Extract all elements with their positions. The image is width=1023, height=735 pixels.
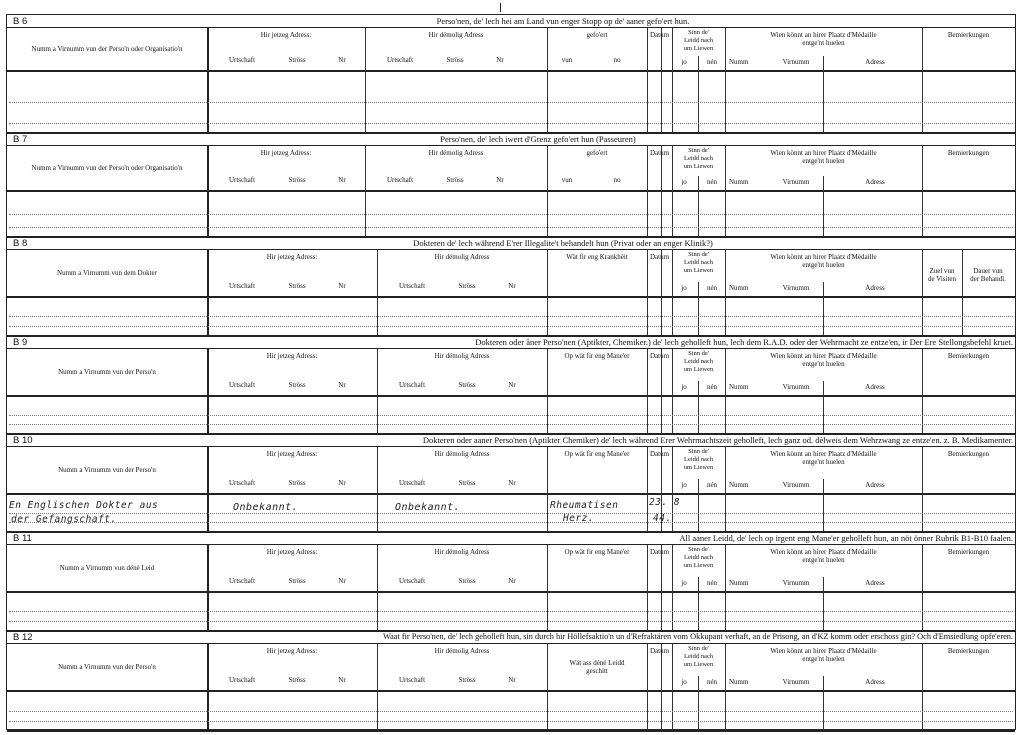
yes-header: jo (681, 383, 687, 391)
nr-header: Nr (508, 479, 516, 487)
medal-header-2: entge'nt huelen (802, 157, 845, 165)
date-header: Datum (649, 647, 670, 655)
from-header: vun (561, 176, 573, 184)
date-header: Datum (649, 149, 670, 157)
column-rule (661, 349, 662, 434)
firstname-header: Virnumm (782, 678, 810, 686)
section-header (7, 237, 1015, 250)
remarks-header: Bemierkungen (947, 149, 990, 157)
column-rule (661, 28, 662, 133)
alive-header: um Liewen (683, 45, 714, 52)
medal-header: Wien könnt an hirer Plaatz d'Médaille (770, 149, 877, 157)
alive-header: Leidd nach (683, 456, 714, 463)
remarks-header: Bemierkungen (947, 450, 990, 458)
former-address-header: Hir démolig Adress (428, 149, 484, 157)
name-header: Numm (729, 178, 749, 186)
firstname-header: Virnumm (782, 481, 810, 489)
current-address-header: Hir jetzeg Adress: (266, 253, 318, 261)
column-rule (698, 381, 699, 434)
address-header: Adress (865, 579, 885, 587)
entry-dotted-line (9, 326, 1013, 327)
third-column-header: Wät fir eng Krankhéit (566, 253, 628, 261)
town-header: Urtschaft (398, 381, 426, 389)
section-title: Dokteren de' lech während E'rer Illegalite't behandelt hun (Privat oder an enger Klinik?) (413, 238, 713, 248)
current-address-header: Hir jetzeg Adress: (260, 31, 312, 39)
to-header: no (613, 176, 621, 184)
town-header: Urtschaft (398, 282, 426, 290)
alive-header: um Liewen (683, 562, 714, 569)
no-header: nén (706, 58, 718, 66)
former-address-header: Hir démolig Adress (434, 253, 490, 261)
alive-header: Sinn de' (688, 29, 709, 36)
entry-dotted-line (9, 102, 1013, 103)
column-rule (698, 676, 699, 731)
date-header: Datum (649, 450, 670, 458)
column-rule (647, 644, 648, 731)
alive-header: Sinn de' (688, 147, 709, 154)
street-header: Ströss (288, 479, 306, 487)
entry-dotted-line (9, 522, 1013, 523)
column-rule (661, 146, 662, 237)
handwritten-method-line-1: Rheumatisen (550, 500, 619, 511)
handwritten-former-address: Onbekannt. (395, 502, 461, 513)
yes-header: jo (681, 58, 687, 66)
street-header: Ströss (458, 577, 476, 585)
visits-header-2: de Visiten (927, 275, 957, 283)
section-title: Dokteren oder aaner Perso'nen (Aptikter Chemiker) de' lech während Erer Wehrmachtszeit geholleft, lech ganz od. dèlweis dem Wehrzwang ze entze'en. z. B. Medikamenter. (422, 435, 1013, 445)
nr-header: Nr (338, 577, 346, 585)
date-header: Datum (649, 352, 670, 360)
nr-header: Nr (338, 676, 346, 684)
alive-header: Leidd nach (683, 358, 714, 365)
column-rule (547, 250, 548, 336)
third-column-header: Op wät fir eng Mane'er (564, 548, 630, 556)
column-rule (207, 545, 209, 631)
column-rule (922, 644, 923, 731)
yes-header: jo (681, 678, 687, 686)
column-rule (698, 479, 699, 532)
firstname-header: Virnumm (782, 58, 810, 66)
no-header: nén (706, 579, 718, 587)
town-header: Urtschaft (228, 381, 256, 389)
section-id: B 6 (13, 16, 28, 27)
alive-header: um Liewen (683, 163, 714, 170)
name-header: Numm (729, 284, 749, 292)
column-rule (377, 250, 378, 336)
column-rule (922, 146, 923, 237)
nr-header: Nr (508, 577, 516, 585)
firstname-header: Virnumm (782, 579, 810, 587)
alive-header: Sinn de' (688, 448, 709, 455)
column-rule (647, 250, 648, 336)
column-rule (365, 146, 366, 237)
section-b10 (7, 434, 1015, 532)
section-id: B 9 (13, 337, 28, 348)
section-b9 (7, 336, 1015, 434)
column-rule (377, 545, 378, 631)
third-column-header: Op wät fir eng Mane'er (564, 450, 630, 458)
no-header: nén (706, 481, 718, 489)
section-header (7, 434, 1015, 447)
alive-header: Sinn de' (688, 350, 709, 357)
column-rule (922, 447, 923, 532)
name-header: Numm (729, 481, 749, 489)
medal-header: Wien könnt an hirer Plaatz d'Médaille (770, 253, 877, 261)
entry-dotted-line (9, 611, 1013, 612)
column-rule (698, 56, 699, 133)
section-id: B 10 (13, 435, 33, 446)
town-header: Urtschaft (228, 56, 256, 64)
first-column-header: Numm a Virnumm vun der Perso'n (58, 466, 156, 474)
address-header: Adress (865, 178, 885, 186)
former-address-header: Hir démolig Adress (434, 647, 490, 655)
street-header: Ströss (458, 479, 476, 487)
nr-header: Nr (338, 282, 346, 290)
nr-header: Nr (338, 56, 346, 64)
alive-header: um Liewen (683, 267, 714, 274)
column-rule (823, 56, 824, 133)
column-rule (547, 28, 548, 133)
column-rule (962, 250, 963, 336)
column-rule (922, 28, 923, 133)
section-b11 (7, 532, 1015, 631)
column-rule (922, 349, 923, 434)
first-column-header: Numm a Virnumm vun dem Dokter (57, 269, 157, 277)
column-rule (207, 349, 209, 434)
column-rule (207, 146, 209, 237)
section-b8 (7, 237, 1015, 336)
entry-dotted-line (9, 214, 1013, 215)
first-column-header: Numm a Virnumm vun der Perso'n (58, 663, 156, 671)
alive-header: Leidd nach (683, 37, 714, 44)
column-rule (647, 349, 648, 434)
column-rule (547, 349, 548, 434)
section-title: Perso'nen, de' lech hei am Land vun enger Stopp op de' aaner gefo'ert hun. (436, 16, 690, 26)
medal-header-2: entge'nt huelen (802, 458, 845, 466)
town-header: Urtschaft (228, 479, 256, 487)
town-header: Urtschaft (228, 282, 256, 290)
medal-header-2: entge'nt huelen (802, 39, 845, 47)
no-header: nén (706, 678, 718, 686)
town-header: Urtschaft (398, 676, 426, 684)
address-header: Adress (865, 383, 885, 391)
section-id: B 11 (13, 533, 32, 544)
entry-dotted-line (9, 227, 1013, 228)
street-header: Ströss (288, 176, 306, 184)
firstname-header: Virnumm (782, 178, 810, 186)
nr-header: Nr (496, 176, 504, 184)
column-rule (661, 250, 662, 336)
town-header: Urtschaft (398, 479, 426, 487)
header-bottom-rule (7, 690, 1015, 692)
column-rule (661, 644, 662, 731)
name-header: Numm (729, 58, 749, 66)
date-header: Datum (649, 253, 670, 261)
current-address-header: Hir jetzeg Adress: (266, 450, 318, 458)
current-address-header: Hir jetzeg Adress: (260, 149, 312, 157)
address-header: Adress (865, 678, 885, 686)
medal-header: Wien könnt an hirer Plaatz d'Médaille (770, 31, 877, 39)
column-rule (547, 146, 548, 237)
from-header: vun (561, 56, 573, 64)
column-rule (698, 577, 699, 631)
nr-header: Nr (338, 381, 346, 389)
street-header: Ströss (446, 56, 464, 64)
first-column-header: Numm a Virnumm vun der Perso'n oder Organisatio'n (31, 45, 183, 53)
section-header (7, 336, 1015, 349)
section-title: All aaner Leidd, de' lech op irgent eng Mane'er geholleft hun, an nöt önner Rubrik B1-B10 faalen. (679, 533, 1013, 543)
medal-header: Wien könnt an hirer Plaatz d'Médaille (770, 548, 877, 556)
duration-header-2: der Behandl. (970, 275, 1006, 283)
third-column-header: Op wät fir eng Mane'er (564, 352, 630, 360)
alive-header: Sinn de' (688, 546, 709, 553)
section-header (7, 15, 1015, 28)
alive-header: Leidd nach (683, 554, 714, 561)
town-header: Urtschaft (228, 577, 256, 585)
third-column-header-2: geschitt (586, 667, 608, 675)
section-title: Perso'nen, de' lech iwert d'Grenz gefo'ert hun (Passeuren) (440, 134, 636, 144)
entry-dotted-line (9, 424, 1013, 425)
town-header: Urtschaft (228, 176, 256, 184)
section-id: B 12 (13, 632, 33, 643)
section-b7 (7, 133, 1015, 237)
column-rule (207, 447, 209, 532)
entry-dotted-line (9, 415, 1013, 416)
medal-header-2: entge'nt huelen (802, 360, 845, 368)
nr-header: Nr (508, 282, 516, 290)
date-header: Datum (649, 548, 670, 556)
street-header: Ströss (458, 282, 476, 290)
column-rule (823, 381, 824, 434)
former-address-header: Hir démolig Adress (434, 450, 490, 458)
no-header: nén (706, 178, 718, 186)
yes-header: jo (681, 178, 687, 186)
current-address-header: Hir jetzeg Adress: (266, 352, 318, 360)
section-title: Waat fir Perso'nen, de' lech geholleft hun, sin durch hir Höllefsaktio'n un d'Refraktären vom Okkupant verhaft, an de Prisong, an d'KZ komm oder erschoss gin? Och d'Emsiedlung opfe'eren. (382, 632, 1013, 641)
alive-header: um Liewen (683, 366, 714, 373)
no-header: nén (706, 284, 718, 292)
column-rule (661, 545, 662, 631)
visits-header: Zuel vun (929, 267, 955, 275)
medal-header: Wien könnt an hirer Plaatz d'Médaille (770, 450, 877, 458)
column-rule (823, 676, 824, 731)
third-column-header: Wät ass déné Leidd (569, 659, 625, 667)
handwritten-date-line-1: 23. 8 (649, 497, 681, 508)
firstname-header: Virnumm (782, 383, 810, 391)
column-rule (647, 146, 648, 237)
no-header: nén (706, 383, 718, 391)
medal-header: Wien könnt an hirer Plaatz d'Médaille (770, 352, 877, 360)
entry-dotted-line (9, 123, 1013, 124)
column-rule (647, 447, 648, 532)
column-rule (365, 28, 366, 133)
handwritten-date-line-2: 44. (653, 513, 672, 524)
column-rule (377, 447, 378, 532)
duration-header: Dauer vun (973, 267, 1003, 275)
handwritten-name-line-2: der Gefangschaft. (11, 514, 117, 525)
alive-header: Leidd nach (683, 653, 714, 660)
column-rule (823, 577, 824, 631)
handwritten-method-line-2: Herz. (563, 513, 595, 524)
town-header: Urtschaft (398, 577, 426, 585)
column-rule (922, 545, 923, 631)
remarks-header: Bemierkungen (947, 647, 990, 655)
town-header: Urtschaft (386, 56, 414, 64)
medal-header: Wien könnt an hirer Plaatz d'Médaille (770, 647, 877, 655)
yes-header: jo (681, 481, 687, 489)
section-b12 (7, 631, 1015, 731)
former-address-header: Hir démolig Adress (428, 31, 484, 39)
column-rule (647, 545, 648, 631)
first-column-header: Numm a Virnumm vun déné Leid (59, 564, 155, 572)
column-rule (547, 447, 548, 532)
alive-header: Leidd nach (683, 259, 714, 266)
street-header: Ströss (458, 381, 476, 389)
column-rule (377, 644, 378, 731)
section-header (7, 532, 1015, 545)
first-column-header: Numm a Virnumm vun der Perso'n oder Organisatio'n (31, 164, 183, 172)
nr-header: Nr (496, 56, 504, 64)
section-b6 (7, 15, 1015, 133)
form-page (6, 14, 1016, 730)
street-header: Ströss (458, 676, 476, 684)
alive-header: um Liewen (683, 464, 714, 471)
section-id: B 7 (13, 134, 28, 145)
section-id: B 8 (13, 238, 28, 249)
column-rule (207, 28, 209, 133)
column-rule (698, 282, 699, 336)
column-rule (377, 349, 378, 434)
alive-header: Sinn de' (688, 251, 709, 258)
column-rule (823, 479, 824, 532)
header-bottom-rule (7, 395, 1015, 397)
address-header: Adress (865, 284, 885, 292)
remarks-header: Bemierkungen (947, 548, 990, 556)
column-rule (547, 545, 548, 631)
alive-header: Leidd nach (683, 155, 714, 162)
remarks-header: Bemierkungen (947, 31, 990, 39)
nr-header: Nr (338, 176, 346, 184)
entry-dotted-line (9, 721, 1013, 722)
column-rule (922, 250, 923, 336)
header-bottom-rule (7, 190, 1015, 192)
nr-header: Nr (508, 381, 516, 389)
alive-header: um Liewen (683, 661, 714, 668)
entry-dotted-line (9, 711, 1013, 712)
alive-header: Sinn de' (688, 645, 709, 652)
street-header: Ströss (288, 577, 306, 585)
town-header: Urtschaft (228, 676, 256, 684)
yes-header: jo (681, 579, 687, 587)
section-title: Dokteren oder åner Perso'nen (Aptikter, Chemiker.) de' lech geholleft hun, lech dem R.A.D. oder der Wehrmacht ze entze'en, ir Der Ere Stellongsbefehl kruet. (475, 337, 1013, 347)
header-bottom-rule (7, 70, 1015, 72)
column-rule (207, 644, 209, 731)
street-header: Ströss (446, 176, 464, 184)
entry-dotted-line (9, 621, 1013, 622)
section-header (7, 133, 1015, 146)
header-bottom-rule (7, 493, 1015, 495)
to-header: no (613, 56, 621, 64)
medal-header-2: entge'nt huelen (802, 655, 845, 663)
address-header: Adress (865, 58, 885, 66)
street-header: Ströss (288, 282, 306, 290)
column-rule (207, 250, 209, 336)
firstname-header: Virnumm (782, 284, 810, 292)
yes-header: jo (681, 284, 687, 292)
name-header: Numm (729, 678, 749, 686)
entry-dotted-line (9, 513, 1013, 514)
former-address-header: Hir démolig Adress (434, 548, 490, 556)
street-header: Ströss (288, 56, 306, 64)
town-header: Urtschaft (386, 176, 414, 184)
top-tick-mark (500, 3, 501, 12)
third-column-header: gefo'ert (586, 149, 608, 157)
address-header: Adress (865, 481, 885, 489)
header-bottom-rule (7, 296, 1015, 298)
handwritten-name-line-1: En Englischen Dokter aus (9, 500, 159, 511)
handwritten-current-address: Onbekannt. (233, 502, 299, 513)
street-header: Ströss (288, 676, 306, 684)
street-header: Ströss (288, 381, 306, 389)
column-rule (823, 282, 824, 336)
section-header (7, 631, 1015, 644)
column-rule (547, 644, 548, 731)
section-bottom-rule (7, 730, 1015, 732)
date-header: Datum (649, 31, 670, 39)
current-address-header: Hir jetzeg Adress: (266, 647, 318, 655)
first-column-header: Numm a Virnumm vun der Perso'n (58, 368, 156, 376)
current-address-header: Hir jetzeg Adress: (266, 548, 318, 556)
nr-header: Nr (338, 479, 346, 487)
medal-header-2: entge'nt huelen (802, 261, 845, 269)
name-header: Numm (729, 383, 749, 391)
third-column-header: gefo'ert (586, 31, 608, 39)
nr-header: Nr (508, 676, 516, 684)
name-header: Numm (729, 579, 749, 587)
column-rule (647, 28, 648, 133)
header-bottom-rule (7, 591, 1015, 593)
remarks-header: Bemierkungen (947, 352, 990, 360)
medal-header-2: entge'nt huelen (802, 556, 845, 564)
entry-dotted-line (9, 316, 1013, 317)
former-address-header: Hir démolig Adress (434, 352, 490, 360)
